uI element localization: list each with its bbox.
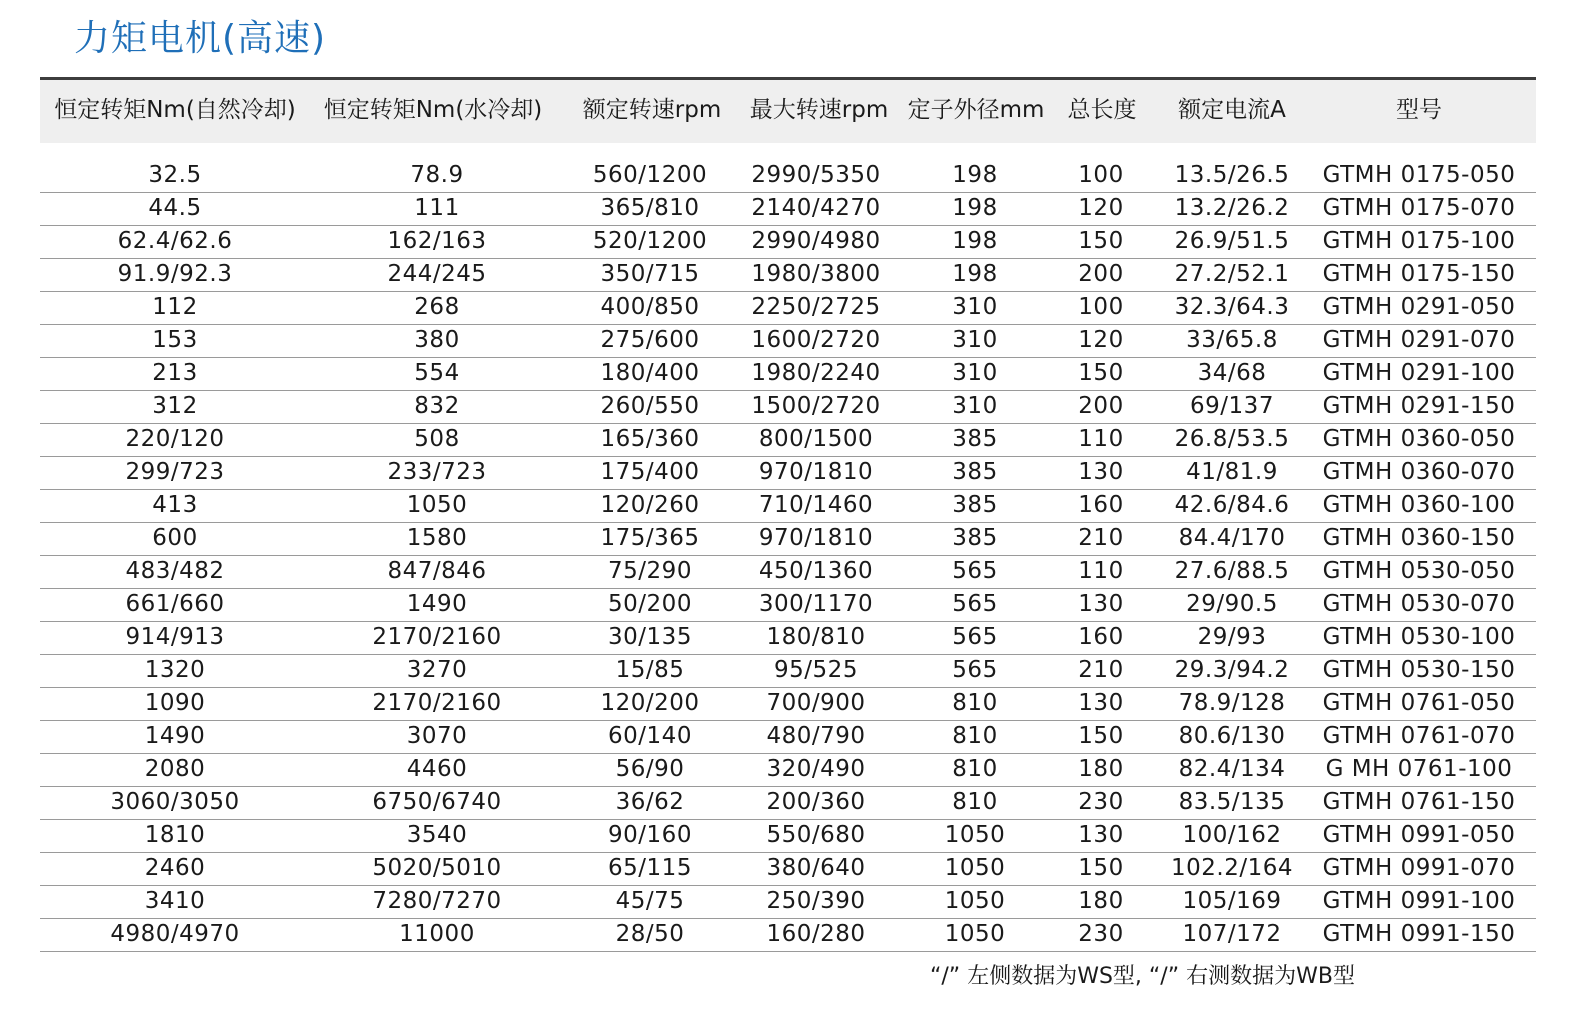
cell-rated-speed: 175/365 — [600, 525, 700, 551]
cell-torque-natural: 2080 — [144, 756, 206, 782]
table-row — [40, 556, 1536, 589]
cell-total-length: 120 — [1078, 327, 1124, 353]
cell-torque-natural: 661/660 — [125, 591, 225, 617]
cell-model: GTMH 0291-050 — [1322, 294, 1516, 320]
cell-max-speed: 2990/5350 — [751, 162, 881, 188]
cell-rated-current: 27.6/88.5 — [1174, 558, 1290, 584]
table-row — [40, 919, 1536, 952]
cell-rated-current: 26.9/51.5 — [1174, 228, 1290, 254]
table-row — [40, 721, 1536, 754]
cell-torque-natural: 483/482 — [125, 558, 225, 584]
cell-model: GTMH 0291-100 — [1322, 360, 1516, 386]
table-row — [40, 754, 1536, 787]
cell-max-speed: 550/680 — [766, 822, 866, 848]
cell-torque-natural: 4980/4970 — [110, 921, 240, 947]
cell-rated-speed: 400/850 — [600, 294, 700, 320]
column-header-total-length: 总长度 — [1067, 97, 1137, 123]
spec-table-body — [40, 160, 1536, 952]
cell-total-length: 110 — [1078, 426, 1124, 452]
table-row — [40, 820, 1536, 853]
cell-torque-water: 380 — [414, 327, 460, 353]
cell-model: GTMH 0530-050 — [1322, 558, 1516, 584]
cell-stator-diameter: 385 — [952, 459, 998, 485]
cell-total-length: 200 — [1078, 393, 1124, 419]
cell-torque-natural: 91.9/92.3 — [117, 261, 233, 287]
cell-total-length: 180 — [1078, 756, 1124, 782]
cell-torque-water: 78.9 — [410, 162, 464, 188]
table-row — [40, 589, 1536, 622]
cell-torque-water: 554 — [414, 360, 460, 386]
cell-model: GTMH 0761-050 — [1322, 690, 1516, 716]
cell-torque-natural: 413 — [152, 492, 198, 518]
cell-torque-water: 1050 — [406, 492, 468, 518]
cell-model: GTMH 0360-100 — [1322, 492, 1516, 518]
cell-model: GTMH 0175-070 — [1322, 195, 1516, 221]
cell-max-speed: 200/360 — [766, 789, 866, 815]
cell-stator-diameter: 310 — [952, 393, 998, 419]
cell-model: GTMH 0761-070 — [1322, 723, 1516, 749]
cell-rated-speed: 15/85 — [615, 657, 685, 683]
cell-max-speed: 180/810 — [766, 624, 866, 650]
cell-stator-diameter: 1050 — [944, 921, 1006, 947]
cell-rated-speed: 120/260 — [600, 492, 700, 518]
cell-rated-speed: 90/160 — [608, 822, 692, 848]
cell-max-speed: 380/640 — [766, 855, 866, 881]
table-row — [40, 193, 1536, 226]
cell-max-speed: 710/1460 — [758, 492, 874, 518]
column-header-rated-speed: 额定转速rpm — [582, 97, 722, 123]
column-header-model: 型号 — [1396, 97, 1442, 123]
cell-model: GTMH 0175-050 — [1322, 162, 1516, 188]
cell-rated-current: 27.2/52.1 — [1174, 261, 1290, 287]
cell-torque-water: 508 — [414, 426, 460, 452]
cell-total-length: 160 — [1078, 492, 1124, 518]
cell-rated-current: 107/172 — [1182, 921, 1282, 947]
cell-torque-natural: 312 — [152, 393, 198, 419]
cell-max-speed: 700/900 — [766, 690, 866, 716]
table-row — [40, 259, 1536, 292]
cell-rated-current: 100/162 — [1182, 822, 1282, 848]
cell-total-length: 130 — [1078, 822, 1124, 848]
cell-torque-water: 3270 — [406, 657, 468, 683]
cell-torque-natural: 32.5 — [148, 162, 202, 188]
cell-torque-water: 162/163 — [387, 228, 487, 254]
cell-rated-speed: 120/200 — [600, 690, 700, 716]
cell-rated-speed: 520/1200 — [592, 228, 708, 254]
table-row — [40, 523, 1536, 556]
cell-rated-current: 29.3/94.2 — [1174, 657, 1290, 683]
cell-model: GTMH 0991-070 — [1322, 855, 1516, 881]
cell-torque-natural: 1320 — [144, 657, 206, 683]
cell-max-speed: 160/280 — [766, 921, 866, 947]
cell-torque-water: 1490 — [406, 591, 468, 617]
cell-total-length: 130 — [1078, 459, 1124, 485]
column-header-rated-current: 额定电流A — [1178, 97, 1286, 123]
cell-stator-diameter: 310 — [952, 360, 998, 386]
table-row — [40, 853, 1536, 886]
cell-rated-current: 80.6/130 — [1178, 723, 1286, 749]
cell-stator-diameter: 310 — [952, 327, 998, 353]
cell-max-speed: 95/525 — [774, 657, 858, 683]
cell-rated-current: 84.4/170 — [1178, 525, 1286, 551]
cell-max-speed: 250/390 — [766, 888, 866, 914]
cell-torque-water: 11000 — [399, 921, 475, 947]
column-header-max-speed: 最大转速rpm — [749, 97, 889, 123]
cell-torque-natural: 600 — [152, 525, 198, 551]
cell-rated-current: 34/68 — [1197, 360, 1267, 386]
cell-total-length: 100 — [1078, 294, 1124, 320]
cell-total-length: 150 — [1078, 723, 1124, 749]
table-row — [40, 490, 1536, 523]
cell-rated-speed: 50/200 — [608, 591, 692, 617]
cell-model: GTMH 0530-070 — [1322, 591, 1516, 617]
cell-total-length: 130 — [1078, 690, 1124, 716]
cell-model: GTMH 0360-150 — [1322, 525, 1516, 551]
cell-model: GTMH 0530-100 — [1322, 624, 1516, 650]
cell-model: GTMH 0360-050 — [1322, 426, 1516, 452]
cell-torque-water: 244/245 — [387, 261, 487, 287]
table-row — [40, 787, 1536, 820]
cell-model: GTMH 0991-050 — [1322, 822, 1516, 848]
cell-max-speed: 450/1360 — [758, 558, 874, 584]
cell-model: GTMH 0761-150 — [1322, 789, 1516, 815]
cell-rated-current: 102.2/164 — [1171, 855, 1293, 881]
cell-torque-water: 4460 — [406, 756, 468, 782]
cell-model: GTMH 0291-150 — [1322, 393, 1516, 419]
cell-stator-diameter: 198 — [952, 162, 998, 188]
cell-rated-speed: 180/400 — [600, 360, 700, 386]
cell-rated-current: 26.8/53.5 — [1174, 426, 1290, 452]
cell-total-length: 210 — [1078, 657, 1124, 683]
table-row — [40, 226, 1536, 259]
cell-rated-current: 13.5/26.5 — [1174, 162, 1290, 188]
cell-rated-speed: 165/360 — [600, 426, 700, 452]
cell-max-speed: 2990/4980 — [751, 228, 881, 254]
cell-stator-diameter: 565 — [952, 624, 998, 650]
cell-max-speed: 2140/4270 — [751, 195, 881, 221]
cell-rated-speed: 365/810 — [600, 195, 700, 221]
cell-rated-speed: 560/1200 — [592, 162, 708, 188]
cell-total-length: 110 — [1078, 558, 1124, 584]
cell-max-speed: 1980/3800 — [751, 261, 881, 287]
cell-stator-diameter: 385 — [952, 525, 998, 551]
cell-stator-diameter: 565 — [952, 558, 998, 584]
cell-rated-speed: 60/140 — [608, 723, 692, 749]
cell-rated-current: 29/90.5 — [1186, 591, 1278, 617]
column-header-stator-diameter: 定子外径mm — [907, 97, 1045, 123]
cell-rated-speed: 75/290 — [608, 558, 692, 584]
cell-torque-natural: 44.5 — [148, 195, 202, 221]
column-header-torque-water: 恒定转矩Nm(水冷却) — [323, 97, 543, 123]
cell-stator-diameter: 565 — [952, 591, 998, 617]
cell-torque-natural: 213 — [152, 360, 198, 386]
cell-model: G MH 0761-100 — [1325, 756, 1513, 782]
cell-torque-water: 2170/2160 — [372, 690, 502, 716]
table-header — [40, 80, 1536, 143]
cell-stator-diameter: 810 — [952, 690, 998, 716]
cell-torque-natural: 153 — [152, 327, 198, 353]
cell-rated-speed: 36/62 — [615, 789, 685, 815]
cell-max-speed: 970/1810 — [758, 459, 874, 485]
cell-model: GTMH 0991-100 — [1322, 888, 1516, 914]
cell-stator-diameter: 1050 — [944, 822, 1006, 848]
table-row — [40, 622, 1536, 655]
table-row — [40, 292, 1536, 325]
cell-total-length: 150 — [1078, 855, 1124, 881]
table-row — [40, 655, 1536, 688]
cell-rated-speed: 350/715 — [600, 261, 700, 287]
cell-stator-diameter: 385 — [952, 492, 998, 518]
cell-torque-natural: 3060/3050 — [110, 789, 240, 815]
table-row — [40, 688, 1536, 721]
cell-model: GTMH 0175-100 — [1322, 228, 1516, 254]
table-row — [40, 457, 1536, 490]
table-row — [40, 325, 1536, 358]
cell-torque-natural: 220/120 — [125, 426, 225, 452]
cell-torque-natural: 914/913 — [125, 624, 225, 650]
cell-rated-current: 105/169 — [1182, 888, 1282, 914]
cell-stator-diameter: 198 — [952, 228, 998, 254]
cell-rated-speed: 260/550 — [600, 393, 700, 419]
cell-total-length: 230 — [1078, 921, 1124, 947]
cell-torque-water: 3070 — [406, 723, 468, 749]
cell-total-length: 160 — [1078, 624, 1124, 650]
cell-stator-diameter: 810 — [952, 789, 998, 815]
cell-stator-diameter: 1050 — [944, 855, 1006, 881]
cell-torque-water: 1580 — [406, 525, 468, 551]
cell-rated-current: 82.4/134 — [1178, 756, 1286, 782]
cell-rated-speed: 275/600 — [600, 327, 700, 353]
cell-total-length: 230 — [1078, 789, 1124, 815]
cell-rated-current: 29/93 — [1197, 624, 1267, 650]
table-row — [40, 160, 1536, 193]
cell-rated-current: 42.6/84.6 — [1174, 492, 1290, 518]
cell-model: GTMH 0991-150 — [1322, 921, 1516, 947]
cell-rated-current: 78.9/128 — [1178, 690, 1286, 716]
cell-torque-natural: 2460 — [144, 855, 206, 881]
cell-model: GTMH 0360-070 — [1322, 459, 1516, 485]
cell-torque-natural: 112 — [152, 294, 198, 320]
cell-model: GTMH 0291-070 — [1322, 327, 1516, 353]
cell-total-length: 180 — [1078, 888, 1124, 914]
cell-stator-diameter: 810 — [952, 756, 998, 782]
cell-max-speed: 1980/2240 — [751, 360, 881, 386]
cell-stator-diameter: 198 — [952, 195, 998, 221]
cell-torque-natural: 299/723 — [125, 459, 225, 485]
table-row — [40, 886, 1536, 919]
page-title: 力矩电机(高速) — [74, 18, 327, 59]
cell-torque-water: 111 — [414, 195, 460, 221]
column-header-torque-natural: 恒定转矩Nm(自然冷却) — [54, 97, 296, 123]
cell-torque-water: 2170/2160 — [372, 624, 502, 650]
cell-total-length: 210 — [1078, 525, 1124, 551]
cell-max-speed: 320/490 — [766, 756, 866, 782]
cell-torque-natural: 3410 — [144, 888, 206, 914]
cell-rated-current: 69/137 — [1190, 393, 1274, 419]
cell-torque-natural: 1090 — [144, 690, 206, 716]
cell-rated-current: 13.2/26.2 — [1174, 195, 1290, 221]
cell-max-speed: 1500/2720 — [751, 393, 881, 419]
cell-rated-speed: 175/400 — [600, 459, 700, 485]
cell-total-length: 200 — [1078, 261, 1124, 287]
cell-total-length: 130 — [1078, 591, 1124, 617]
cell-rated-speed: 45/75 — [615, 888, 685, 914]
cell-rated-speed: 28/50 — [615, 921, 685, 947]
cell-total-length: 150 — [1078, 228, 1124, 254]
cell-torque-water: 6750/6740 — [372, 789, 502, 815]
cell-stator-diameter: 810 — [952, 723, 998, 749]
cell-stator-diameter: 1050 — [944, 888, 1006, 914]
cell-stator-diameter: 198 — [952, 261, 998, 287]
cell-max-speed: 970/1810 — [758, 525, 874, 551]
cell-rated-speed: 30/135 — [608, 624, 692, 650]
cell-torque-water: 847/846 — [387, 558, 487, 584]
cell-stator-diameter: 310 — [952, 294, 998, 320]
cell-stator-diameter: 565 — [952, 657, 998, 683]
cell-total-length: 100 — [1078, 162, 1124, 188]
cell-torque-water: 832 — [414, 393, 460, 419]
table-row — [40, 391, 1536, 424]
cell-torque-natural: 1490 — [144, 723, 206, 749]
cell-model: GTMH 0530-150 — [1322, 657, 1516, 683]
cell-total-length: 120 — [1078, 195, 1124, 221]
table-row — [40, 358, 1536, 391]
cell-max-speed: 480/790 — [766, 723, 866, 749]
cell-max-speed: 800/1500 — [758, 426, 874, 452]
cell-torque-natural: 1810 — [144, 822, 206, 848]
cell-model: GTMH 0175-150 — [1322, 261, 1516, 287]
cell-rated-current: 32.3/64.3 — [1174, 294, 1290, 320]
cell-torque-water: 3540 — [406, 822, 468, 848]
cell-torque-water: 7280/7270 — [372, 888, 502, 914]
cell-torque-water: 268 — [414, 294, 460, 320]
cell-stator-diameter: 385 — [952, 426, 998, 452]
cell-max-speed: 1600/2720 — [751, 327, 881, 353]
cell-torque-water: 5020/5010 — [372, 855, 502, 881]
cell-torque-water: 233/723 — [387, 459, 487, 485]
cell-total-length: 150 — [1078, 360, 1124, 386]
cell-rated-speed: 65/115 — [608, 855, 692, 881]
table-row — [40, 424, 1536, 457]
cell-max-speed: 300/1170 — [758, 591, 874, 617]
cell-rated-speed: 56/90 — [615, 756, 685, 782]
cell-rated-current: 41/81.9 — [1186, 459, 1278, 485]
cell-rated-current: 83.5/135 — [1178, 789, 1286, 815]
cell-max-speed: 2250/2725 — [751, 294, 881, 320]
footnote: “/” 左侧数据为WS型, “/” 右测数据为WB型 — [930, 964, 1355, 989]
cell-torque-natural: 62.4/62.6 — [117, 228, 233, 254]
cell-rated-current: 33/65.8 — [1186, 327, 1278, 353]
